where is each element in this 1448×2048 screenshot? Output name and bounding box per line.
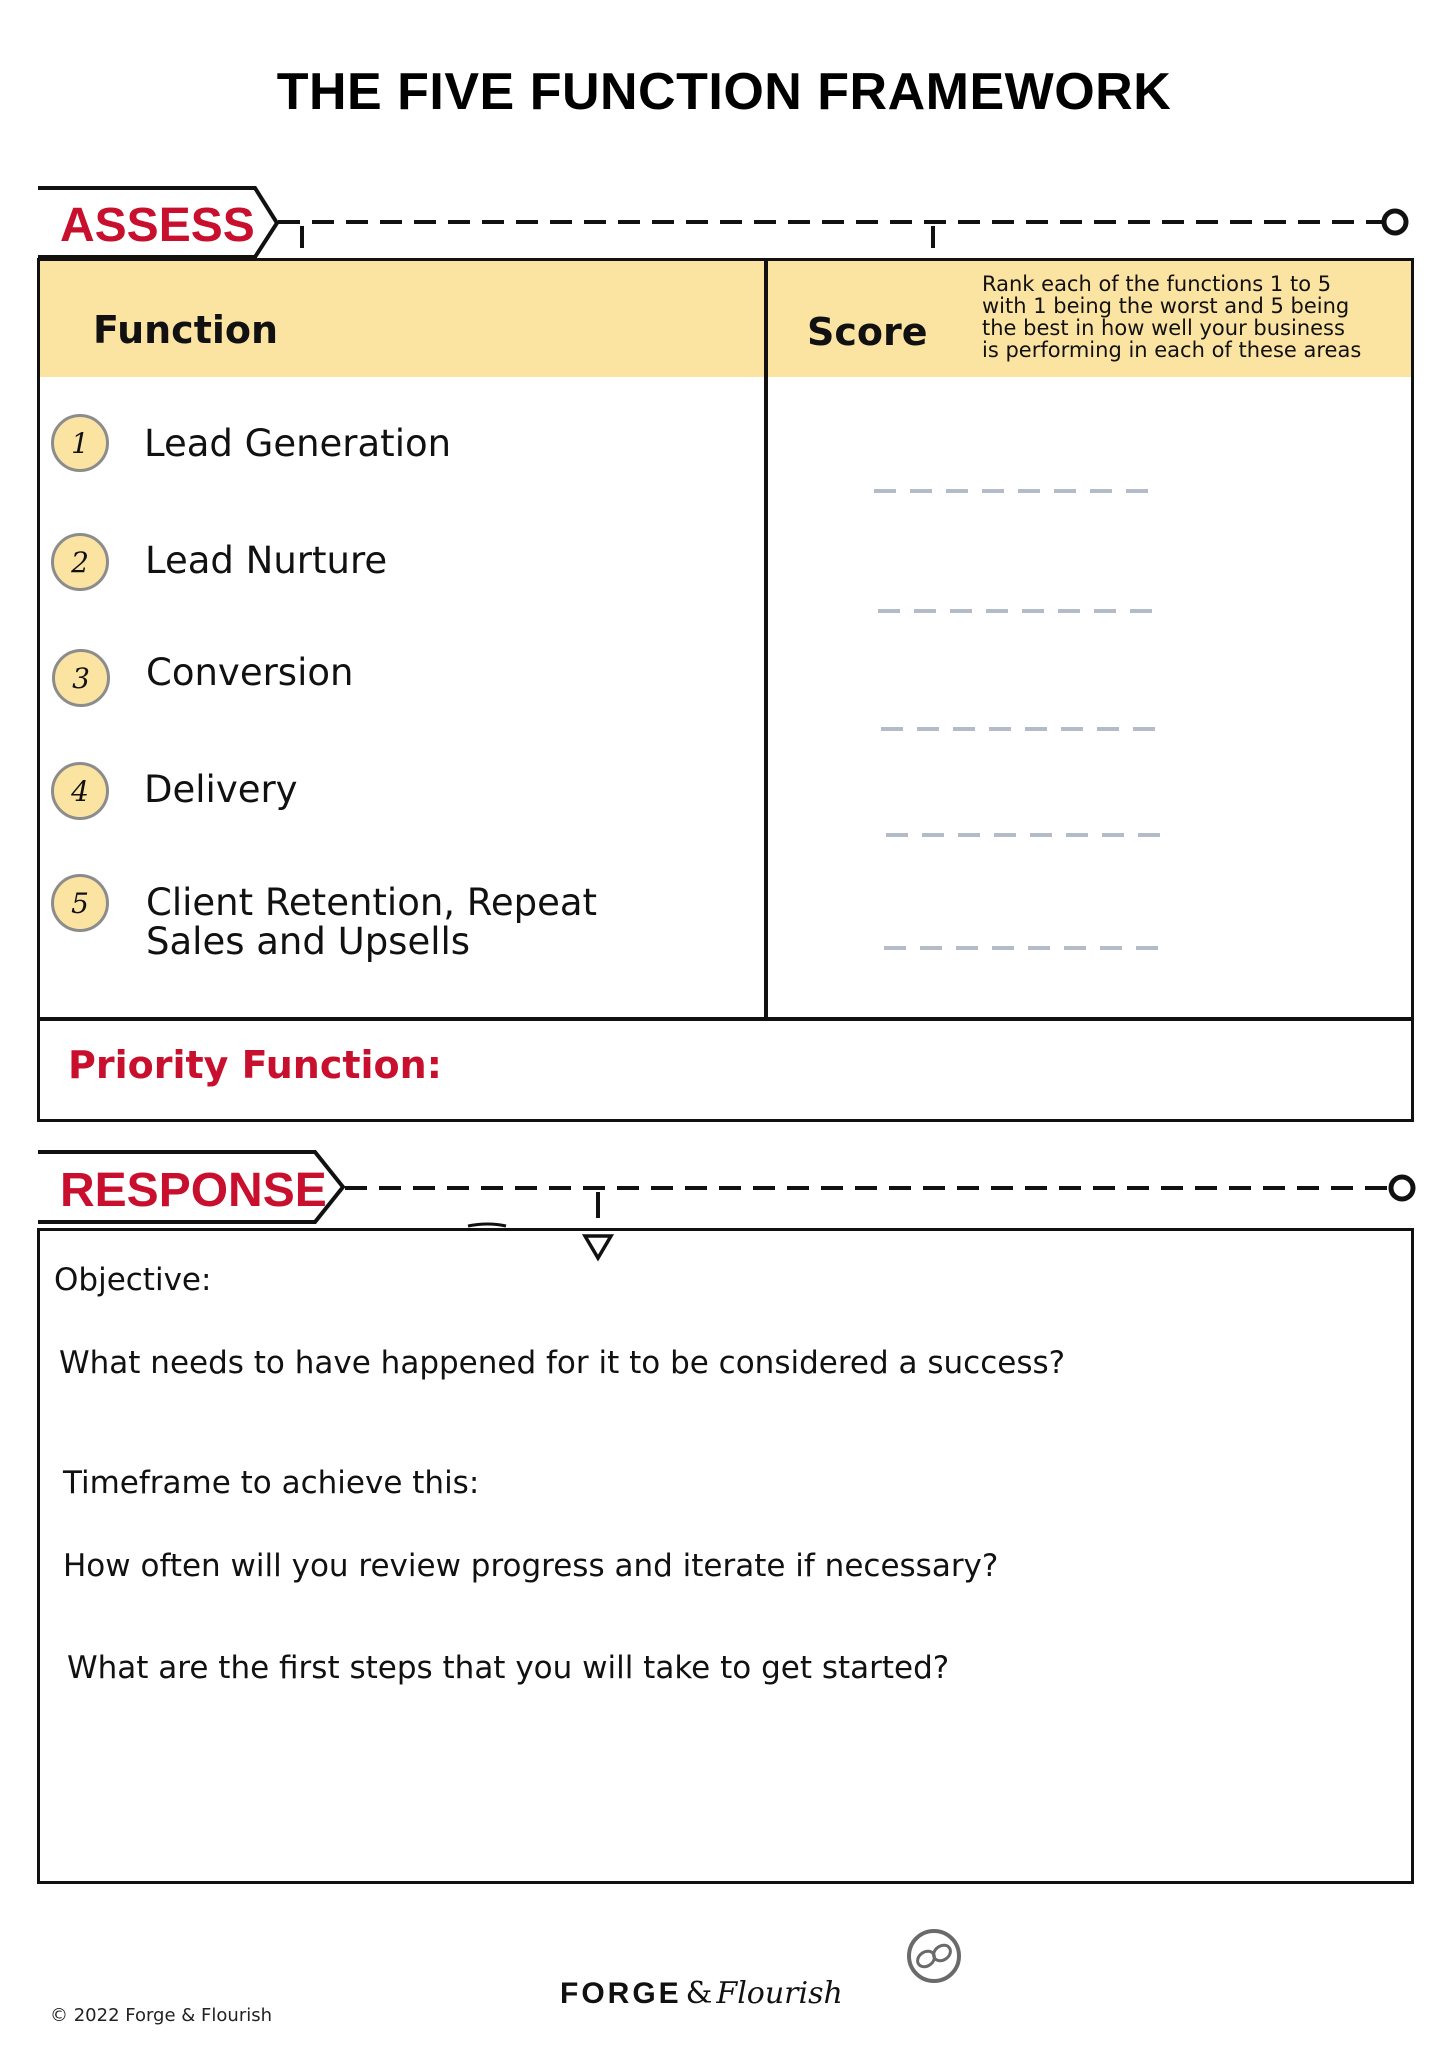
instruction-line: with 1 being the worst and 5 being xyxy=(982,294,1350,318)
function-label-lead-generation: Lead Generation xyxy=(144,422,452,465)
function-label-delivery: Delivery xyxy=(144,768,298,811)
instruction-line: the best in how well your business xyxy=(982,316,1345,340)
function-number-badge: 4 xyxy=(51,762,109,820)
page-title: THE FIVE FUNCTION FRAMEWORK xyxy=(276,63,1172,121)
response-tag: RESPONSE xyxy=(60,1164,327,1217)
function-number-badge: 1 xyxy=(51,414,109,472)
score-blank-lead-generation[interactable] xyxy=(870,485,1170,497)
function-label-client-retention xyxy=(146,883,597,961)
function-label-line: Sales and Upsells xyxy=(146,920,471,963)
brand-logo xyxy=(560,1976,843,2011)
assess-tag: ASSESS xyxy=(60,199,255,252)
priority-function-label: Priority Function: xyxy=(68,1043,442,1087)
logo-flourish-text: Flourish xyxy=(716,1976,843,2011)
score-blank-client-retention[interactable] xyxy=(880,942,1180,954)
first-steps-prompt: What are the first steps that you will take to get started? xyxy=(67,1650,950,1686)
function-label-conversion: Conversion xyxy=(146,651,354,694)
function-label-line: Client Retention, Repeat xyxy=(146,881,598,924)
copyright-notice: © 2022 Forge & Flourish xyxy=(50,2005,273,2026)
timeframe-prompt: Timeframe to achieve this: xyxy=(63,1465,480,1501)
function-number-badge: 2 xyxy=(51,533,109,591)
function-number-badge: 5 xyxy=(51,874,109,932)
function-number-badge: 3 xyxy=(52,649,110,707)
score-blank-conversion[interactable] xyxy=(877,723,1177,735)
function-column-header: Function xyxy=(93,308,279,352)
ranking-instructions xyxy=(982,273,1382,361)
assess-timeline-end-icon xyxy=(1384,211,1406,233)
logo-ampersand: & xyxy=(685,1976,713,2011)
function-label-lead-nurture: Lead Nurture xyxy=(145,539,388,582)
score-column-header: Score xyxy=(807,310,928,354)
pen-stroke xyxy=(468,1224,506,1226)
logo-forge-text: FORGE xyxy=(560,1977,682,2010)
instruction-line: Rank each of the functions 1 to 5 xyxy=(982,272,1332,296)
objective-prompt: Objective: xyxy=(54,1262,212,1298)
response-timeline-end-icon xyxy=(1391,1177,1413,1199)
score-blank-lead-nurture[interactable] xyxy=(874,605,1174,617)
review-frequency-prompt: How often will you review progress and iterate if necessary? xyxy=(63,1548,999,1584)
instruction-line: is performing in each of these areas xyxy=(982,338,1362,362)
success-criteria-prompt: What needs to have happened for it to be considered a success? xyxy=(59,1345,1066,1381)
score-blank-delivery[interactable] xyxy=(882,829,1182,841)
column-divider xyxy=(764,261,768,1019)
